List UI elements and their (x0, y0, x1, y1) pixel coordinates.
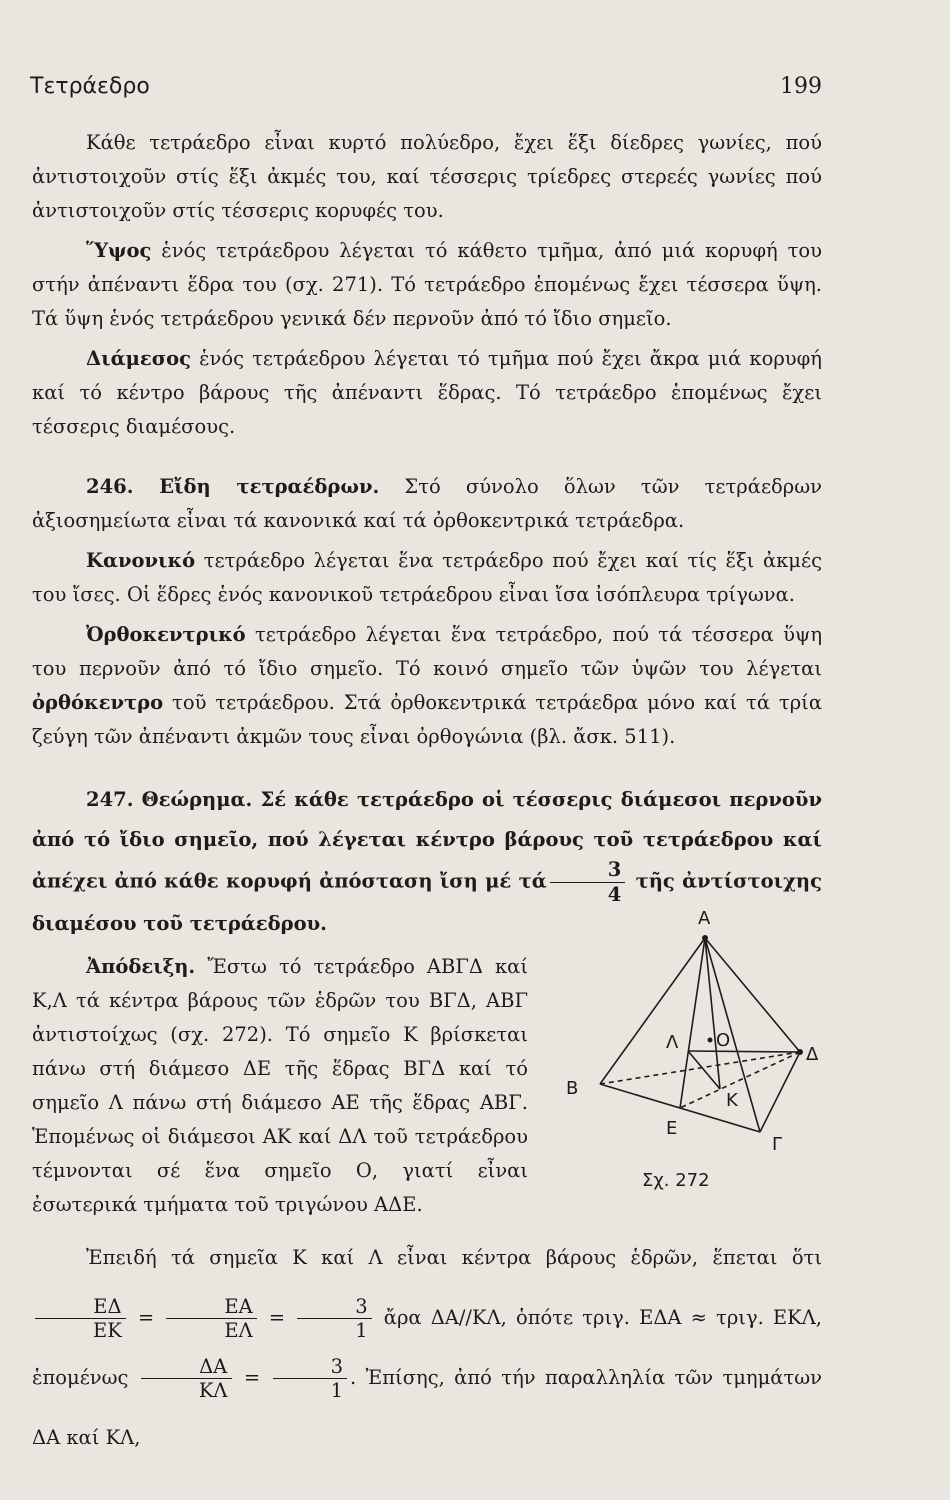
term-regular: Κανονικό (86, 549, 196, 572)
paragraph-orthocentric (32, 618, 822, 754)
label-O: O (716, 1030, 731, 1051)
orthocentric-definition: τετράεδρο λέγεται ἕνα τετράεδρο, πού τά τέσσερα ὕψη του περνοῦν ἀπό τό ἴδιο σημεῖο. Τό κοινό σημεῖο τῶν ὑψῶν του λέγεται (32, 623, 822, 680)
label-K: Κ (726, 1090, 738, 1111)
regular-definition: τετράεδρο λέγεται ἕνα τετράεδρο πού ἔχει καί τίς ἕξι ἀκμές του ἴσες. Οἱ ἕδρες ἑνός κανονικοῦ τετράεδρου εἶναι ἴσα ἰσόπλευρα τρίγωνα. (32, 549, 822, 606)
frac-den: ΚΛ (198, 1379, 228, 1402)
conclusion-text-2: ἄρα ΔΑ//ΚΛ, ὁπότε τριγ. ΕΔΑ ≈ τριγ. ΕΚΛ, ἑπομένως (32, 1306, 822, 1389)
edge-AB (600, 938, 705, 1084)
fraction-3-1-b (273, 1354, 347, 1402)
chapter-title: Τετράεδρο (30, 74, 150, 99)
running-header (30, 74, 822, 108)
label-B: Β (566, 1078, 579, 1099)
segment-KL (688, 1051, 720, 1089)
conclusion-text-3: . Ἐπίσης, ἀπό τήν παραλληλία τῶν τμημάτων ΔΑ καί ΚΛ, (32, 1366, 822, 1449)
median-DL (688, 1051, 800, 1052)
section-246-text: Στό σύνολο ὅλων τῶν τετράεδρων ἀξιοσημείωτα εἶναι τά κανονικά καί τά ὀρθοκεντρικά τετράεδρα. (32, 475, 822, 532)
vertex-D-dot (797, 1049, 803, 1055)
body-text (32, 126, 822, 1474)
edge-DG (760, 1052, 800, 1132)
fraction-three-quarters (550, 860, 626, 904)
section-246-heading: 246. Εἴδη τετραέδρων. (86, 475, 380, 498)
orthocenter-text: τοῦ τετράεδρου. Στά ὀρθοκεντρικά τετράεδρα μόνο καί τά τρία ζεύγη τῶν ἀπέναντι ἀκμῶν τους εἶναι ὀρθογώνια (βλ. ἄσκ. 511). (32, 691, 822, 748)
theorem-text-2: τῆς ἀντίστοιχης διαμέσου τοῦ τετράεδρου. (32, 869, 822, 935)
frac-den: ΕΚ (93, 1319, 122, 1342)
term-orthocentric: Ὀρθοκεντρικό (86, 623, 246, 646)
median-definition: ἑνός τετράεδρου λέγεται τό τμῆμα πού ἔχει ἄκρα μιά κορυφή καί τό κέντρο βάρους τῆς ἀπέναντι ἕδρας. Τό τετράεδρο ἑπομένως ἔχει τέσσερις διαμέσους. (32, 347, 822, 438)
label-D: Δ (806, 1044, 819, 1065)
fraction-DA-KL (141, 1354, 232, 1402)
height-definition: ἑνός τετράεδρου λέγεται τό κάθετο τμῆμα, ἀπό μιά κορυφή του στήν ἀπέναντι ἕδρα του (σχ. 271). Τό τετράεδρο ἑπομένως ἔχει τέσσερα ὕψη. Τά ὕψη ἑνός τετράεδρου γενικά δέν περνοῦν ἀπό τό ἴδιο σημεῖο. (32, 239, 822, 330)
theorem-text-1: Σέ κάθε τετράεδρο οἱ τέσσερις διάμεσοι περνοῦν ἀπό τό ἴδιο σημεῖο, πού λέγεται κέντρο βάρους τοῦ τετράεδρου καί ἀπέχει ἀπό κάθε κορυφή ἀπόσταση ἴση μέ τά (32, 788, 822, 893)
proof-paragraph (32, 950, 528, 1222)
term-orthocenter: ὀρθόκεντρο (32, 691, 164, 714)
frac-den: ΕΛ (224, 1319, 253, 1342)
figure-caption: Σχ. 272 (642, 1170, 710, 1191)
paragraph-conclusion: Ἐπειδή τά σημεῖα Κ καί Λ εἶναι κέντρα βάρους ἑδρῶν, ἕπεται ὅτι $\frac{E\Delta}{EK}$ = $\frac{EA}{E\Lambda}$ = $\frac{3}{1}$ ἄρα ΔΑ//ΚΛ, ὁπότε τριγ. ΕΔΑ ≈ τριγ. ΕΚΛ, ἑπομένως $\frac{\Delta A}{K\Lambda}$ = $\frac{3}{1}$ . Ἐπίσης, ἀπό τήν παραλληλία τῶν τμημάτων ΔΑ καί ΚΛ, (32, 1246, 822, 1449)
label-A: Α (698, 908, 711, 929)
frac-num: ΕΔ (35, 1297, 126, 1320)
page-number: 199 (780, 74, 822, 99)
label-G: Γ (772, 1134, 783, 1155)
proof-label: Ἀπόδειξη. (86, 955, 196, 978)
paragraph-height (32, 234, 822, 336)
fraction-EA-EL (166, 1294, 256, 1342)
frac-num: 3 (297, 1297, 371, 1320)
point-O-dot (708, 1038, 713, 1043)
paragraph-regular (32, 544, 822, 612)
frac-den: 1 (330, 1379, 344, 1402)
tetrahedron-diagram (560, 900, 830, 1210)
edge-BD (600, 1052, 800, 1084)
conclusion-text-1: Ἐπειδή τά σημεῖα Κ καί Λ εἶναι κέντρα βάρους ἑδρῶν, ἕπεται ὅτι (86, 1246, 822, 1269)
frac-num: ΔΑ (141, 1357, 232, 1380)
frac-den: 1 (355, 1319, 368, 1342)
section-246 (32, 470, 822, 538)
theorem-heading: 247. Θεώρημα. (86, 788, 253, 811)
proof-text: Ἔστω τό τετράεδρο ΑΒΓΔ καί Κ,Λ τά κέντρα βάρους τῶν ἑδρῶν του ΒΓΔ, ΑΒΓ ἀντιστοίχως (σχ. 272). Τό σημεῖο Κ βρίσκεται πάνω στή διάμεσο ΔΕ τῆς ἕδρας ΒΓΔ καί τό σημεῖο Λ πάνω στή διάμεσο ΑΕ τῆς ἕδρας ΑΒΓ. Ἑπομένως οἱ διάμεσοι ΑΚ καί ΔΛ τοῦ τετράεδρου τέμνονται σέ ἕνα σημεῖο Ο, γιατί εἶναι ἐσωτερικά τμήματα τοῦ τριγώνου ΑΔΕ. (32, 955, 528, 1216)
vertex-A-dot (702, 935, 708, 941)
frac-num: 3 (273, 1357, 347, 1380)
paragraph-median (32, 342, 822, 444)
label-E: Ε (666, 1118, 678, 1139)
median-AE (680, 938, 705, 1108)
term-median: Διάμεσος (86, 347, 191, 370)
fraction-numerator: 3 (550, 860, 626, 883)
fraction-3-1 (297, 1294, 371, 1342)
fraction-ED-EK (35, 1294, 126, 1342)
fraction-denominator: 4 (607, 882, 622, 906)
label-L: Λ (666, 1032, 679, 1053)
tetrahedron-figure (560, 900, 830, 1210)
frac-num: ΕΑ (166, 1297, 256, 1320)
term-height: Ὕψος (86, 239, 152, 262)
paragraph-convexity: Κάθε τετράεδρο εἶναι κυρτό πολύεδρο, ἔχει ἕξι δίεδρες γωνίες, πού ἀντιστοιχοῦν στίς ἕξι ἀκμές του, καί τέσσερις τρίεδρες στερεές γωνίες πού ἀντιστοιχοῦν στίς τέσσερις κορυφές του. (32, 131, 822, 222)
